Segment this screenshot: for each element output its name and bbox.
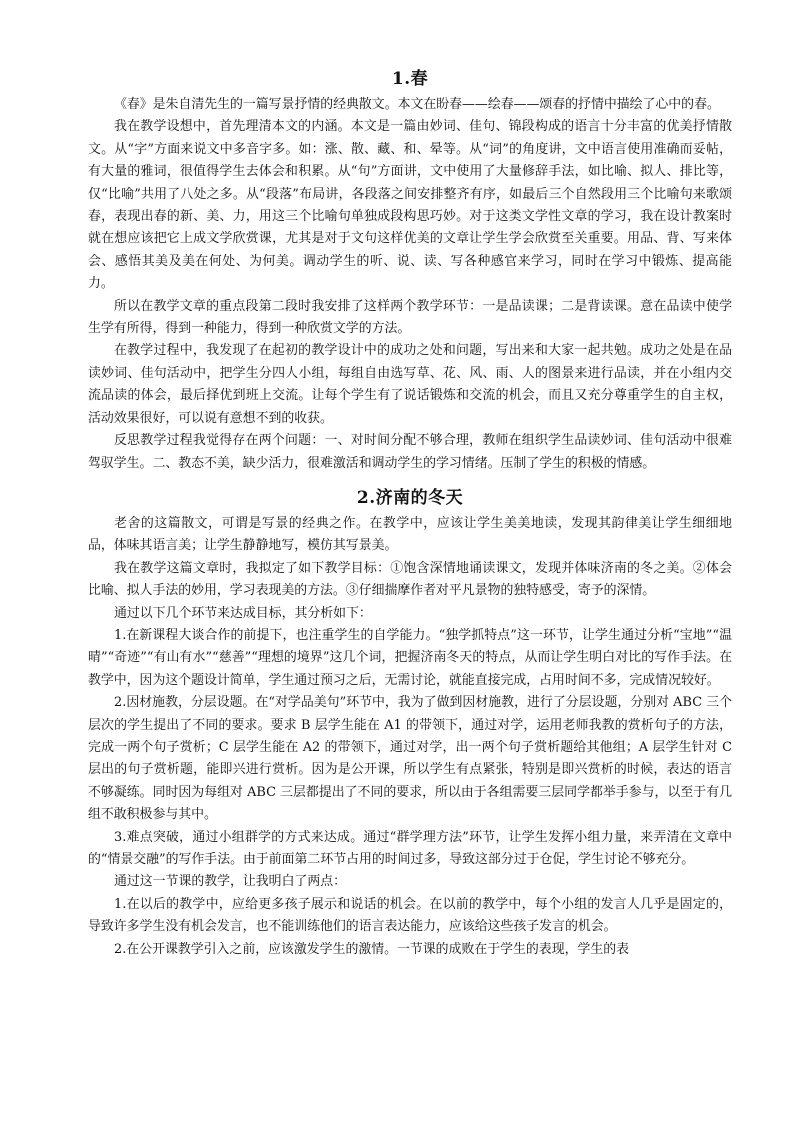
paragraph: 我在教学这篇文章时，我拟定了如下教学目标：①饱含深情地诵读课文，发现并体味济南的冬之美。②体会比喻、拟人手法的妙用，学习表现美的方法。③仔细揣摩作者对平凡景物的独特感受，寄予的深情。 <box>88 560 732 599</box>
paragraph: 1.在新课程大谈合作的前提下，也注重学生的自学能力。“独学抓特点”这一环节，让学生通过分析“宝地”“温晴”“奇迹”“有山有水”“慈善”“理想的境界”这几个词，把握济南冬天的特点，从而让学生明白对比的写作手法。在教学中，因为这个题设计简单，学生通过预习之后，无需讨论，就能直接完成，占用时间不多，完成情况较好。 <box>88 627 732 688</box>
paragraph: 我在教学设想中，首先理清本文的内涵。本文是一篇由妙词、佳句、锦段构成的语言十分丰富的优美抒情散文。从“字”方面来说文中多音字多。如：涨、散、藏、和、晕等。从“词”的角度讲，文中语言使用准确而妥帖，有大量的雅词，很值得学生去体会和积累。从“句”方面讲，文中使用了大量修辞手法，如比喻、拟人、排比等，仅“比喻”共用了八处之多。从“段落”布局讲，各段落之间安排整齐有序，如最后三个自然段用三个比喻句来歌颂春，表现出春的新、美、力，用这三个比喻句单独成段构思巧妙。对于这类文学性文章的学习，我在设计教案时就在想应该把它上成文学欣赏课，尤其是对于文句这样优美的文章让学生学会欣赏至关重要。用品、背、写来体会、感悟其美及美在何处、为何美。调动学生的听、说、读、写各种感官来学习，同时在学习中锻炼、提高能力。 <box>88 119 732 292</box>
section-title-spring: 1.春 <box>391 69 429 89</box>
paragraph: 2.因材施教，分层设题。在“对学品美句”环节中，我为了做到因材施教，进行了分层设题，分别对 ABC 三个层次的学生提出了不同的要求。要求 B 层学生能在 A1 的带领下，通过对学，运用老师我教的赏析句子的方法，完成一两个句子赏析；C 层学生能在 A2 的带领下，通过对学，出一两个句子赏析题给其他组；A 层学生针对 C 层出的句子赏析题，能即兴进行赏析。因为是公开课，所以学生有点紧张，特别是即兴赏析的时候，表达的语言不够凝练。同时因为每组对 ABC 三层都提出了不同的要求，所以由于各组需要三层同学都举手参与，以至于有几组不敢积极参与其中。 <box>88 695 732 823</box>
paragraph: 3.难点突破，通过小组群学的方式来达成。通过“群学理方法”环节，让学生发挥小组力量，来弄清在文章中的“情景交融”的写作手法。由于前面第二环节占用的时间过多，导致这部分过于仓促，学生讨论不够充分。 <box>88 829 732 867</box>
document-page <box>88 66 732 961</box>
paragraph: 老舍的这篇散文，可谓是写景的经典之作。在教学中，应该让学生美美地读，发现其韵律美让学生细细地品，体味其语言美；让学生静静地写，模仿其写景美。 <box>88 515 732 554</box>
paragraph: 反思教学过程我觉得存在两个问题：一、对时间分配不够合理，教师在组织学生品读妙词、佳句活动中很难驾驭学生。二、教态不美，缺少活力，很难激活和调动学生的学习情绪。压制了学生的积极的情感。 <box>88 433 732 471</box>
paragraph: 通过以下几个环节来达成目标，其分析如下： <box>114 605 372 621</box>
paragraph: 《春》是朱自清先生的一篇写景抒情的经典散文。本文在盼春——绘春——颂春的抒情中描绘了心中的春。 <box>114 97 720 112</box>
paragraph: 通过这一节课的教学，让我明白了两点： <box>114 874 347 890</box>
paragraph: 1.在以后的教学中，应给更多孩子展示和说话的机会。在以前的教学中，每个小组的发言人几乎是固定的，导致许多学生没有机会发言，也不能训练他们的语言表达能力，应该给这些孩子发言的机会。 <box>88 896 732 935</box>
paragraph: 2.在公开课教学引入之前，应该激发学生的激情。一节课的成败在于学生的表现，学生的表 <box>114 941 630 957</box>
section-title-jinan-winter: 2.济南的冬天 <box>356 487 464 508</box>
paragraph: 在教学过程中，我发现了在起初的教学设计中的成功之处和问题，写出来和大家一起共勉。成功之处是在品读妙词、佳句活动中，把学生分四人小组，每组自由选写草、花、风、雨、人的图景来进行品读，并在小组内交流品读的体会，最后择优到班上交流。让每个学生有了说话锻炼和交流的机会，而且又充分尊重学生的自主权，活动效果很好，可以说有意想不到的收获。 <box>88 343 732 426</box>
paragraph: 所以在教学文章的重点段第二段时我安排了这样两个教学环节：一是品读课；二是背读课。意在品读中使学生学有所得，得到一种能力，得到一种欣赏文学的方法。 <box>88 298 732 337</box>
